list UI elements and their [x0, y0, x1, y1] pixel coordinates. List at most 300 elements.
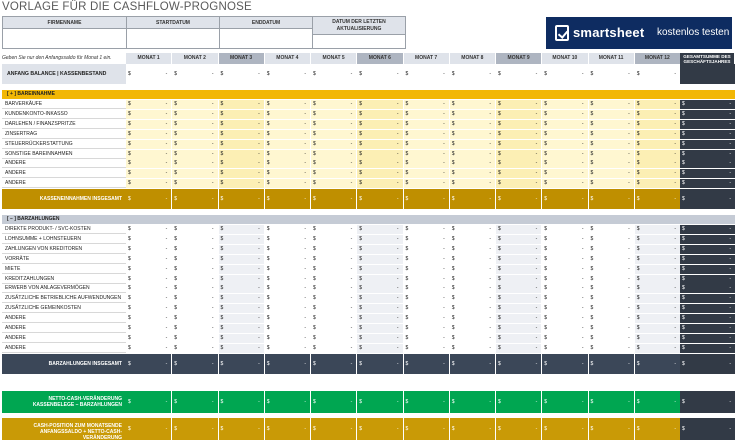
payments-cell[interactable]: [311, 235, 356, 244]
payments-cell[interactable]: [219, 294, 264, 303]
payments-cell[interactable]: [219, 334, 264, 343]
receipts-cell[interactable]: [265, 179, 310, 188]
payments-cell[interactable]: [126, 324, 171, 333]
payments-cell[interactable]: [589, 304, 634, 313]
payments-cell[interactable]: [542, 275, 587, 284]
smartsheet-check-icon: [555, 25, 569, 41]
payments-cell[interactable]: [357, 294, 402, 303]
net_change-cell: [635, 391, 680, 413]
cell-value: -: [211, 344, 214, 351]
receipts-cell[interactable]: [496, 159, 541, 168]
receipts-cell[interactable]: [589, 179, 634, 188]
payments-cell[interactable]: [450, 225, 495, 234]
receipts-cell[interactable]: [219, 179, 264, 188]
payments-cell[interactable]: [404, 265, 449, 274]
payments-cell[interactable]: [126, 235, 171, 244]
payments-cell[interactable]: [496, 235, 541, 244]
payments-cell[interactable]: [589, 245, 634, 254]
payments-cell[interactable]: [450, 304, 495, 313]
payments-cell[interactable]: [542, 245, 587, 254]
receipts-cell[interactable]: [357, 169, 402, 178]
receipts-cell[interactable]: [404, 110, 449, 119]
receipts-cell[interactable]: [219, 120, 264, 129]
receipts-cell[interactable]: [311, 130, 356, 139]
receipts-cell[interactable]: [219, 159, 264, 168]
payments-cell[interactable]: [589, 324, 634, 333]
currency-symbol: $: [128, 399, 131, 405]
payments-cell[interactable]: [404, 225, 449, 234]
payments-cell[interactable]: [450, 255, 495, 264]
receipts-cell[interactable]: [357, 159, 402, 168]
payments-cell[interactable]: [635, 265, 680, 274]
receipts-cell[interactable]: [542, 140, 587, 149]
payments-cell[interactable]: [496, 255, 541, 264]
payments-cell[interactable]: [311, 255, 356, 264]
payments-cell[interactable]: [635, 304, 680, 313]
receipts-cell[interactable]: [542, 100, 587, 109]
receipts-cell[interactable]: [496, 150, 541, 159]
payments-cell[interactable]: [542, 284, 587, 293]
currency-symbol: $: [128, 180, 131, 187]
payments-cell[interactable]: [635, 294, 680, 303]
payments-cell[interactable]: [496, 245, 541, 254]
receipts-cell[interactable]: [126, 120, 171, 129]
receipts-cell[interactable]: [589, 130, 634, 139]
cell-value: -: [674, 344, 676, 351]
payments-cell[interactable]: [265, 225, 310, 234]
payments-cell[interactable]: [265, 235, 310, 244]
payments-cell[interactable]: [357, 284, 402, 293]
receipts-cell[interactable]: [635, 100, 680, 109]
payments-cell[interactable]: [311, 334, 356, 343]
payments-cell[interactable]: [542, 344, 587, 353]
receipts-cell[interactable]: [450, 159, 495, 168]
receipts-cell[interactable]: [311, 100, 356, 109]
receipts-cell[interactable]: [635, 179, 680, 188]
receipts-cell[interactable]: [126, 150, 171, 159]
receipts-cell[interactable]: [496, 110, 541, 119]
receipts-cell[interactable]: [357, 100, 402, 109]
receipts-cell[interactable]: [635, 120, 680, 129]
payments-cell[interactable]: [357, 255, 402, 264]
receipts-cell[interactable]: [450, 169, 495, 178]
receipts-cell[interactable]: [404, 140, 449, 149]
receipts-cell[interactable]: [172, 140, 217, 149]
payments-cell[interactable]: [635, 225, 680, 234]
receipts-cell[interactable]: [542, 150, 587, 159]
payments-cell[interactable]: [589, 275, 634, 284]
receipts-cell[interactable]: [450, 140, 495, 149]
receipts-cell[interactable]: [265, 120, 310, 129]
payments-cell[interactable]: [450, 284, 495, 293]
receipts-cell[interactable]: [126, 100, 171, 109]
cell-value: -: [350, 101, 353, 107]
payments-cell[interactable]: [219, 344, 264, 353]
payments-cell[interactable]: [404, 344, 449, 353]
payments-cell[interactable]: [126, 294, 171, 303]
cell-value: -: [489, 265, 491, 272]
receipts-cell[interactable]: [450, 110, 495, 119]
payments-cell[interactable]: [357, 235, 402, 244]
payments-cell[interactable]: [265, 265, 310, 274]
receipts-total-cell: [589, 189, 634, 209]
payments-cell[interactable]: [311, 314, 356, 323]
currency-symbol: $: [313, 245, 316, 252]
receipts-cell[interactable]: [450, 100, 495, 109]
payments-cell[interactable]: [496, 265, 541, 274]
payments-cell[interactable]: [126, 275, 171, 284]
payments-cell[interactable]: [496, 284, 541, 293]
payments-cell[interactable]: [496, 324, 541, 333]
payments-cell[interactable]: [219, 255, 264, 264]
receipts-cell[interactable]: [589, 140, 634, 149]
receipts-cell[interactable]: [311, 159, 356, 168]
payments-cell[interactable]: [635, 334, 680, 343]
receipts-cell[interactable]: [219, 169, 264, 178]
payments-cell[interactable]: [126, 225, 171, 234]
receipts-cell[interactable]: [635, 140, 680, 149]
receipts-cell[interactable]: [126, 140, 171, 149]
payments-cell[interactable]: [450, 324, 495, 333]
payments-cell[interactable]: [496, 225, 541, 234]
payments-cell[interactable]: [357, 265, 402, 274]
receipts-cell[interactable]: [635, 169, 680, 178]
payments-cell[interactable]: [172, 235, 217, 244]
payments-cell[interactable]: [357, 225, 402, 234]
payments-cell[interactable]: [172, 344, 217, 353]
payments-cell[interactable]: [357, 334, 402, 343]
receipts-cell[interactable]: [450, 150, 495, 159]
receipts-cell[interactable]: [172, 100, 217, 109]
payments-cell[interactable]: [265, 245, 310, 254]
receipts-cell[interactable]: [357, 120, 402, 129]
payments-cell[interactable]: [311, 245, 356, 254]
payments-cell[interactable]: [450, 275, 495, 284]
payments-cell[interactable]: [172, 334, 217, 343]
payments-cell[interactable]: [404, 294, 449, 303]
receipts-cell[interactable]: [496, 100, 541, 109]
payments-cell[interactable]: [311, 324, 356, 333]
cell-value: -: [211, 101, 214, 107]
payments-cell[interactable]: [542, 294, 587, 303]
payments-cell[interactable]: [219, 284, 264, 293]
receipts-cell[interactable]: [542, 169, 587, 178]
currency-symbol: $: [498, 255, 501, 262]
currency-symbol: $: [313, 196, 316, 203]
payments-cell[interactable]: [404, 255, 449, 264]
currency-symbol: $: [220, 160, 224, 167]
receipts-cell[interactable]: [357, 150, 402, 159]
payments-cell[interactable]: [172, 275, 217, 284]
receipts-cell[interactable]: [311, 120, 356, 129]
receipts-cell[interactable]: [496, 120, 541, 129]
payments-cell[interactable]: [589, 225, 634, 234]
payments-cell[interactable]: [265, 255, 310, 264]
payments-cell[interactable]: [404, 314, 449, 323]
payments-cell[interactable]: [404, 245, 449, 254]
payments-cell[interactable]: [126, 344, 171, 353]
payments-cell[interactable]: [542, 314, 587, 323]
payments-cell[interactable]: [126, 245, 171, 254]
payments-cell[interactable]: [357, 324, 402, 333]
payments-cell[interactable]: [219, 304, 264, 313]
receipts-cell[interactable]: [265, 150, 310, 159]
receipts-cell[interactable]: [589, 120, 634, 129]
receipts-cell[interactable]: [542, 159, 587, 168]
payments-cell[interactable]: [357, 275, 402, 284]
receipts-row-total: [680, 140, 735, 149]
currency-symbol: $: [590, 170, 594, 177]
receipts-cell[interactable]: [589, 169, 634, 178]
payments-cell[interactable]: [126, 304, 171, 313]
payments-cell[interactable]: [172, 245, 217, 254]
cell-value: -: [729, 226, 731, 232]
page-title: VORLAGE FÜR DIE CASHFLOW-PROGNOSE: [2, 1, 252, 13]
payments-cell[interactable]: [357, 304, 402, 313]
payments-cell[interactable]: [542, 265, 587, 274]
receipts-cell[interactable]: [635, 150, 680, 159]
payments-cell[interactable]: [404, 275, 449, 284]
cell-value: -: [304, 334, 306, 341]
payments-cell[interactable]: [404, 235, 449, 244]
payments-cell[interactable]: [589, 294, 634, 303]
payments-cell[interactable]: [635, 284, 680, 293]
payments-cell[interactable]: [126, 265, 171, 274]
payments-cell[interactable]: [450, 235, 495, 244]
payments-cell[interactable]: [172, 284, 217, 293]
payments-cell[interactable]: [542, 324, 587, 333]
receipts-cell[interactable]: [357, 140, 402, 149]
receipts-cell[interactable]: [450, 120, 495, 129]
payments-cell[interactable]: [311, 294, 356, 303]
payments-cell[interactable]: [450, 314, 495, 323]
payments-cell[interactable]: [357, 314, 402, 323]
receipts-cell[interactable]: [450, 130, 495, 139]
receipts-cell[interactable]: [172, 159, 217, 168]
payments-cell[interactable]: [311, 304, 356, 313]
cell-value: -: [396, 255, 399, 262]
receipts-cell[interactable]: [311, 150, 356, 159]
receipts-cell[interactable]: [265, 140, 310, 149]
payments-cell[interactable]: [219, 245, 264, 254]
payments-cell[interactable]: [404, 324, 449, 333]
payments-cell[interactable]: [496, 304, 541, 313]
receipts-cell[interactable]: [311, 179, 356, 188]
receipts-cell[interactable]: [172, 150, 217, 159]
payments-cell[interactable]: [172, 294, 217, 303]
payments-cell[interactable]: [219, 265, 264, 274]
payments-cell[interactable]: [496, 275, 541, 284]
payments-cell[interactable]: [635, 344, 680, 353]
receipts-cell[interactable]: [542, 179, 587, 188]
payments-cell[interactable]: [219, 225, 264, 234]
currency-symbol: $: [359, 170, 363, 177]
payments-cell[interactable]: [589, 344, 634, 353]
receipts-cell[interactable]: [450, 179, 495, 188]
receipts-row-total: [680, 120, 735, 129]
payments-cell[interactable]: [172, 265, 217, 274]
payments-cell[interactable]: [311, 225, 356, 234]
payments-cell[interactable]: [311, 284, 356, 293]
payments-cell[interactable]: [635, 324, 680, 333]
payments-cell[interactable]: [265, 324, 310, 333]
payments-cell[interactable]: [126, 255, 171, 264]
receipts-cell[interactable]: [357, 179, 402, 188]
receipts-cell[interactable]: [126, 169, 171, 178]
payments-cell[interactable]: [404, 304, 449, 313]
payments-cell[interactable]: [357, 245, 402, 254]
receipts-cell[interactable]: [496, 140, 541, 149]
last-updated-field[interactable]: [312, 16, 406, 49]
receipts-cell[interactable]: [311, 140, 356, 149]
receipts-cell[interactable]: [172, 110, 217, 119]
payments-cell[interactable]: [589, 235, 634, 244]
receipts-cell[interactable]: [542, 120, 587, 129]
payments-cell[interactable]: [311, 344, 356, 353]
payments-total-cell: [357, 354, 402, 374]
payments-cell[interactable]: [357, 344, 402, 353]
receipts-cell[interactable]: [542, 130, 587, 139]
receipts-cell[interactable]: [126, 110, 171, 119]
currency-symbol: $: [128, 170, 131, 177]
payments-cell[interactable]: [404, 334, 449, 343]
receipts-cell[interactable]: [404, 159, 449, 168]
payments-cell[interactable]: [589, 314, 634, 323]
receipts-cell[interactable]: [635, 130, 680, 139]
receipts-cell[interactable]: [589, 159, 634, 168]
receipts-cell[interactable]: [265, 169, 310, 178]
payments-cell[interactable]: [450, 245, 495, 254]
receipts-cell[interactable]: [219, 150, 264, 159]
payments-cell[interactable]: [172, 304, 217, 313]
receipts-cell[interactable]: [126, 130, 171, 139]
payments-cell[interactable]: [635, 235, 680, 244]
company-name-field[interactable]: [2, 16, 127, 49]
payments-cell[interactable]: [172, 255, 217, 264]
payments-cell[interactable]: [265, 304, 310, 313]
receipts-cell[interactable]: [265, 100, 310, 109]
payments-cell[interactable]: [635, 275, 680, 284]
payments-cell[interactable]: [635, 255, 680, 264]
payments-cell[interactable]: [311, 265, 356, 274]
receipts-cell[interactable]: [357, 130, 402, 139]
receipts-cell[interactable]: [589, 150, 634, 159]
receipts-cell[interactable]: [404, 169, 449, 178]
payments-cell[interactable]: [265, 314, 310, 323]
receipts-cell[interactable]: [496, 179, 541, 188]
receipts-cell[interactable]: [542, 110, 587, 119]
receipts-cell[interactable]: [311, 110, 356, 119]
payments-cell[interactable]: [265, 284, 310, 293]
start-date-field[interactable]: [126, 16, 220, 49]
receipts-cell[interactable]: [589, 100, 634, 109]
receipts-cell[interactable]: [496, 169, 541, 178]
payments-cell[interactable]: [635, 314, 680, 323]
payments-cell[interactable]: [635, 245, 680, 254]
receipts-cell[interactable]: [172, 169, 217, 178]
receipts-cell[interactable]: [265, 110, 310, 119]
receipts-cell[interactable]: [357, 110, 402, 119]
receipts-cell[interactable]: [172, 179, 217, 188]
cell-value: -: [304, 315, 306, 322]
receipts-cell[interactable]: [404, 130, 449, 139]
receipts-cell[interactable]: [126, 159, 171, 168]
payments-cell[interactable]: [542, 334, 587, 343]
payments-cell[interactable]: [542, 304, 587, 313]
payments-cell[interactable]: [450, 265, 495, 274]
payments-cell[interactable]: [404, 284, 449, 293]
payments-cell[interactable]: [126, 314, 171, 323]
payments-cell[interactable]: [219, 324, 264, 333]
payments-cell[interactable]: [496, 334, 541, 343]
payments-cell[interactable]: [542, 255, 587, 264]
receipts-cell[interactable]: [496, 130, 541, 139]
payments-cell[interactable]: [219, 235, 264, 244]
payments-cell[interactable]: [265, 275, 310, 284]
receipts-cell[interactable]: [635, 110, 680, 119]
cell-value: -: [211, 180, 214, 187]
payments-cell[interactable]: [589, 255, 634, 264]
payments-cell[interactable]: [589, 265, 634, 274]
receipts-cell[interactable]: [311, 169, 356, 178]
payments-cell[interactable]: [542, 225, 587, 234]
opening-balance-month-1[interactable]: [126, 64, 171, 84]
receipts-cell[interactable]: [219, 130, 264, 139]
payments-cell[interactable]: [496, 294, 541, 303]
payments-cell[interactable]: [542, 235, 587, 244]
receipts-cell[interactable]: [265, 130, 310, 139]
payments-cell[interactable]: [311, 275, 356, 284]
payments-cell[interactable]: [172, 314, 217, 323]
receipts-cell[interactable]: [219, 100, 264, 109]
payments-cell[interactable]: [219, 314, 264, 323]
cell-value: -: [211, 196, 214, 203]
receipts-cell[interactable]: [404, 100, 449, 109]
receipts-cell[interactable]: [172, 130, 217, 139]
payments-cell[interactable]: [126, 334, 171, 343]
receipts-cell[interactable]: [635, 159, 680, 168]
receipts-cell[interactable]: [404, 179, 449, 188]
payments-cell[interactable]: [450, 334, 495, 343]
payments-cell[interactable]: [496, 314, 541, 323]
payments-cell[interactable]: [450, 294, 495, 303]
payments-cell[interactable]: [172, 225, 217, 234]
receipts-cell[interactable]: [172, 120, 217, 129]
payments-cell[interactable]: [126, 284, 171, 293]
receipts-cell[interactable]: [404, 120, 449, 129]
payments-cell[interactable]: [496, 344, 541, 353]
payments-cell[interactable]: [219, 275, 264, 284]
receipts-cell[interactable]: [126, 179, 171, 188]
payments-cell[interactable]: [265, 294, 310, 303]
payments-cell[interactable]: [589, 284, 634, 293]
cell-value: -: [674, 295, 676, 302]
payments-cell[interactable]: [265, 344, 310, 353]
receipts-cell[interactable]: [404, 150, 449, 159]
cell-value: -: [581, 150, 584, 157]
receipts-cell[interactable]: [219, 110, 264, 119]
receipts-cell[interactable]: [589, 110, 634, 119]
payments-cell[interactable]: [589, 334, 634, 343]
payments-cell[interactable]: [265, 334, 310, 343]
payments-cell[interactable]: [172, 324, 217, 333]
receipts-cell[interactable]: [219, 140, 264, 149]
payments-cell[interactable]: [450, 344, 495, 353]
smartsheet-logo-button[interactable]: [546, 17, 732, 49]
end-date-field[interactable]: [219, 16, 313, 49]
currency-symbol: $: [174, 160, 178, 167]
receipts-cell[interactable]: [265, 159, 310, 168]
